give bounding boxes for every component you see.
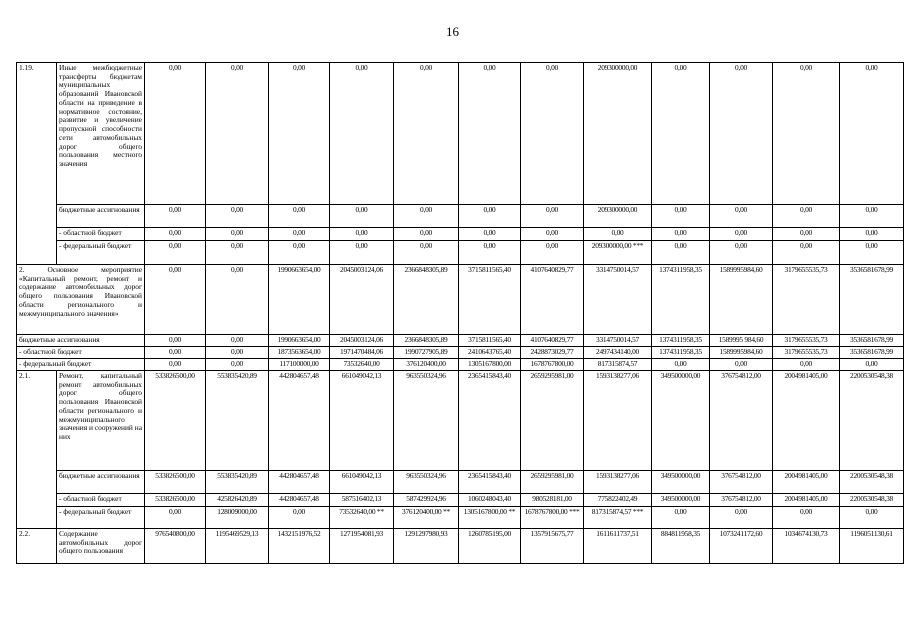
table-cell: 553835420,89 — [206, 471, 269, 494]
table-cell: 0,00 — [459, 241, 521, 265]
table-row — [17, 507, 904, 529]
table-cell: 0,00 — [459, 205, 521, 228]
table-cell: 2004981405,00 — [773, 494, 840, 507]
table-row — [17, 494, 904, 507]
table-cell: 376120400,00 — [394, 359, 459, 371]
table-cell: 0,00 — [394, 241, 459, 265]
table-cell: 4107640829,77 — [521, 335, 584, 347]
table-cell: 0,00 — [710, 507, 773, 529]
table-cell: 533826500,00 — [145, 471, 206, 494]
row-label: - федеральный бюджет — [57, 507, 145, 529]
table-cell: 0,00 — [840, 507, 904, 529]
table-cell: 0,00 — [206, 63, 269, 205]
table-cell: 3179655535,73 — [773, 347, 840, 359]
table-cell: 2004981405,00 — [773, 471, 840, 494]
table-cell: 2365415843,40 — [459, 371, 521, 471]
table-cell: 0,00 — [459, 228, 521, 241]
table-cell: 73532640,00 — [330, 359, 394, 371]
table-cell: 1589995 984,60 — [710, 335, 773, 347]
table-cell: 1678767800,00 *** — [521, 507, 584, 529]
table-cell: 209300000,00 *** — [584, 241, 652, 265]
table-cell: 0,00 — [773, 63, 840, 205]
table-cell: 4107640829,77 — [521, 265, 584, 335]
table-cell: 0,00 — [394, 228, 459, 241]
table-cell: 0,00 — [206, 241, 269, 265]
table-cell: 0,00 — [269, 241, 330, 265]
table-cell: 376754812,00 — [710, 494, 773, 507]
table-cell: 0,00 — [840, 205, 904, 228]
table-cell: 0,00 — [206, 347, 269, 359]
row-label: - федеральный бюджет — [17, 359, 145, 371]
table-row — [17, 205, 904, 228]
table-row — [17, 371, 904, 471]
table-cell: 587516402,13 — [330, 494, 394, 507]
table-cell: 1374311958,35 — [652, 335, 710, 347]
table-cell: 0,00 — [145, 205, 206, 228]
table-cell: 0,00 — [145, 265, 206, 335]
table-cell: 1611611737,51 — [584, 529, 652, 564]
table-cell: 976540800,00 — [145, 529, 206, 564]
table-row — [17, 228, 904, 241]
page-number: 16 — [446, 24, 459, 39]
table-cell: 1971470484,06 — [330, 347, 394, 359]
table-cell: 1990727905,89 — [394, 347, 459, 359]
table-cell: 0,00 — [710, 205, 773, 228]
table-cell: 0,00 — [710, 359, 773, 371]
row-code: 2.2. — [17, 529, 57, 564]
table-cell: 209300000,00 — [584, 63, 652, 205]
row-label: - областной бюджет — [57, 494, 145, 507]
table-cell: 0,00 — [773, 228, 840, 241]
table-row — [17, 529, 904, 564]
table-row — [17, 347, 904, 359]
table-cell: 0,00 — [840, 228, 904, 241]
table-cell: 533826500,00 — [145, 371, 206, 471]
table-cell: 3536581678,99 — [840, 347, 904, 359]
table-row — [17, 471, 904, 494]
table-cell: 3715811565,40 — [459, 335, 521, 347]
table-cell: 775822402,49 — [584, 494, 652, 507]
row-label: Ремонт, капитальный ремонт автомобильных дорог общего пользования Ивановской области регионального и межмуниципального значения и сооружений на них — [57, 371, 145, 471]
table-cell: 0,00 — [269, 63, 330, 205]
table-cell: 0,00 — [206, 265, 269, 335]
table-cell: 425826420,89 — [206, 494, 269, 507]
table-cell: 884811958,35 — [652, 529, 710, 564]
table-cell: 0,00 — [840, 63, 904, 205]
table-cell: 1589995984,60 — [710, 265, 773, 335]
table-cell: 1260785195,00 — [459, 529, 521, 564]
table-cell: 128009000,00 — [206, 507, 269, 529]
table-body — [17, 63, 904, 564]
table-cell: 0,00 — [773, 507, 840, 529]
table-cell: 0,00 — [840, 241, 904, 265]
row-label: бюджетные ассигнования — [57, 205, 145, 228]
table-cell: 2497434140,00 — [584, 347, 652, 359]
table-cell: 0,00 — [710, 63, 773, 205]
table-cell: 2004981405,00 — [773, 371, 840, 471]
table-cell: 1990663654,00 — [269, 335, 330, 347]
table-cell: 0,00 — [652, 205, 710, 228]
table-cell: 2200530548,38 — [840, 471, 904, 494]
table-cell: 0,00 — [206, 359, 269, 371]
budget-table — [16, 62, 904, 564]
table-cell: 0,00 — [206, 335, 269, 347]
table-cell: 376120400,00 ** — [394, 507, 459, 529]
table-cell: 376754812,00 — [710, 371, 773, 471]
table-cell: 0,00 — [145, 359, 206, 371]
table-cell: 0,00 — [521, 63, 584, 205]
row-code: 2.1. — [17, 371, 57, 529]
table-cell: 0,00 — [269, 205, 330, 228]
table-cell: 2428873029,77 — [521, 347, 584, 359]
row-label: Иные межбюджетные трансферты бюджетам муниципальных образований Ивановской области на приведение в нормативное состояние, развитие и увеличение пропускной способности сети автомобильных дорог общего пользования местного значения — [57, 63, 145, 205]
table-cell: 376754812,00 — [710, 471, 773, 494]
table-cell: 980528181,00 — [521, 494, 584, 507]
table-cell: 0,00 — [521, 241, 584, 265]
table-cell: 3314750014,57 — [584, 265, 652, 335]
table-cell: 0,00 — [521, 205, 584, 228]
table-cell: 0,00 — [652, 63, 710, 205]
table-row — [17, 63, 904, 205]
table-cell: 349500000,00 — [652, 371, 710, 471]
table-cell: 817315874,57 *** — [584, 507, 652, 529]
table-cell: 1291297980,93 — [394, 529, 459, 564]
table-cell: 1073241172,60 — [710, 529, 773, 564]
row-label: - областной бюджет — [57, 228, 145, 241]
table-cell: 2365415843,40 — [459, 471, 521, 494]
row-label: - областной бюджет — [17, 347, 145, 359]
table-cell: 2659295981,00 — [521, 371, 584, 471]
table-cell: 587429924,96 — [394, 494, 459, 507]
table-cell: 0,00 — [652, 359, 710, 371]
table-cell: 1034674130,73 — [773, 529, 840, 564]
table-cell: 117100000,00 — [269, 359, 330, 371]
table-row — [17, 359, 904, 371]
table-cell: 0,00 — [652, 507, 710, 529]
table-cell: 1195469529,13 — [206, 529, 269, 564]
table-cell: 0,00 — [330, 241, 394, 265]
table-cell: 2200530548,38 — [840, 494, 904, 507]
table-cell: 0,00 — [330, 63, 394, 205]
table-cell: 963550324,96 — [394, 471, 459, 494]
table-cell: 2366848305,89 — [394, 265, 459, 335]
table-cell: 2366848305,89 — [394, 335, 459, 347]
row-label: 2. Основное мероприятие «Капитальный ремонт, ремонт и содержание автомобильных дорог общего пользования Ивановской области регионального и межмуниципального значения» — [17, 265, 145, 335]
table-row — [17, 265, 904, 335]
table-cell: 2659295981,00 — [521, 471, 584, 494]
table-cell: 0,00 — [773, 205, 840, 228]
table-cell: 2045003124,06 — [330, 335, 394, 347]
table-cell: 0,00 — [330, 228, 394, 241]
table-cell: 0,00 — [652, 228, 710, 241]
table-cell: 3715811565,40 — [459, 265, 521, 335]
table-cell: 3179655535,73 — [773, 335, 840, 347]
table-cell: 0,00 — [145, 228, 206, 241]
table-cell: 0,00 — [145, 335, 206, 347]
table-cell: 553835420,89 — [206, 371, 269, 471]
table-cell: 0,00 — [652, 241, 710, 265]
table-cell: 73532640,00 ** — [330, 507, 394, 529]
table-cell: 1305167800,00 ** — [459, 507, 521, 529]
table-cell: 209300000,00 — [584, 205, 652, 228]
table-cell: 442804657,48 — [269, 371, 330, 471]
table-cell: 442804657,48 — [269, 471, 330, 494]
table-cell: 3314750014,57 — [584, 335, 652, 347]
table-cell: 1271954081,93 — [330, 529, 394, 564]
table-cell: 963550324,96 — [394, 371, 459, 471]
table-cell: 1357915675,77 — [521, 529, 584, 564]
table-cell: 349500000,00 — [652, 471, 710, 494]
table-row — [17, 335, 904, 347]
table-cell: 2200530548,38 — [840, 371, 904, 471]
table-cell: 1990663654,00 — [269, 265, 330, 335]
table-cell: 0,00 — [206, 205, 269, 228]
table-cell: 1873563654,00 — [269, 347, 330, 359]
table-cell: 3536581678,99 — [840, 335, 904, 347]
table-cell: 1589995984,60 — [710, 347, 773, 359]
table-cell: 0,00 — [584, 228, 652, 241]
table-cell: 533826500,00 — [145, 494, 206, 507]
table-cell: 0,00 — [773, 241, 840, 265]
table-cell: 0,00 — [521, 228, 584, 241]
row-label: - федеральный бюджет — [57, 241, 145, 265]
table-cell: 3536581678,99 — [840, 265, 904, 335]
table-cell: 0,00 — [394, 205, 459, 228]
table-cell: 0,00 — [145, 507, 206, 529]
table-cell: 1593138277,06 — [584, 371, 652, 471]
table-cell: 1593138277,06 — [584, 471, 652, 494]
table-cell: 0,00 — [269, 507, 330, 529]
table-row — [17, 241, 904, 265]
table-cell: 349500000,00 — [652, 494, 710, 507]
table-cell: 1678767800,00 — [521, 359, 584, 371]
table-cell: 1196051130,61 — [840, 529, 904, 564]
row-label: бюджетные ассигнования — [57, 471, 145, 494]
table-cell: 442804657,48 — [269, 494, 330, 507]
table-cell: 661049042,13 — [330, 471, 394, 494]
table-cell: 1060248043,40 — [459, 494, 521, 507]
table-cell: 1305167800,00 — [459, 359, 521, 371]
table-cell: 817315874,57 — [584, 359, 652, 371]
table-cell: 0,00 — [773, 359, 840, 371]
table-cell: 0,00 — [394, 63, 459, 205]
table-cell: 0,00 — [840, 359, 904, 371]
table-cell: 0,00 — [330, 205, 394, 228]
table-cell: 3179655535,73 — [773, 265, 840, 335]
table-cell: 1374311958,35 — [652, 265, 710, 335]
table-cell: 2410643765,40 — [459, 347, 521, 359]
table-cell: 1432151976,52 — [269, 529, 330, 564]
table-cell: 0,00 — [206, 228, 269, 241]
table-cell: 0,00 — [459, 63, 521, 205]
table-cell: 0,00 — [145, 63, 206, 205]
table-cell: 661049042,13 — [330, 371, 394, 471]
table-cell: 0,00 — [710, 228, 773, 241]
table-cell: 0,00 — [269, 228, 330, 241]
table-cell: 0,00 — [145, 347, 206, 359]
table-cell: 0,00 — [710, 241, 773, 265]
table-cell: 0,00 — [145, 241, 206, 265]
row-label: Содержание автомобильных дорог общего пользования — [57, 529, 145, 564]
table-cell: 1374311958,35 — [652, 347, 710, 359]
row-code: 1.19. — [17, 63, 57, 265]
row-label: бюджетные ассигнования — [17, 335, 145, 347]
table-cell: 2045003124,06 — [330, 265, 394, 335]
